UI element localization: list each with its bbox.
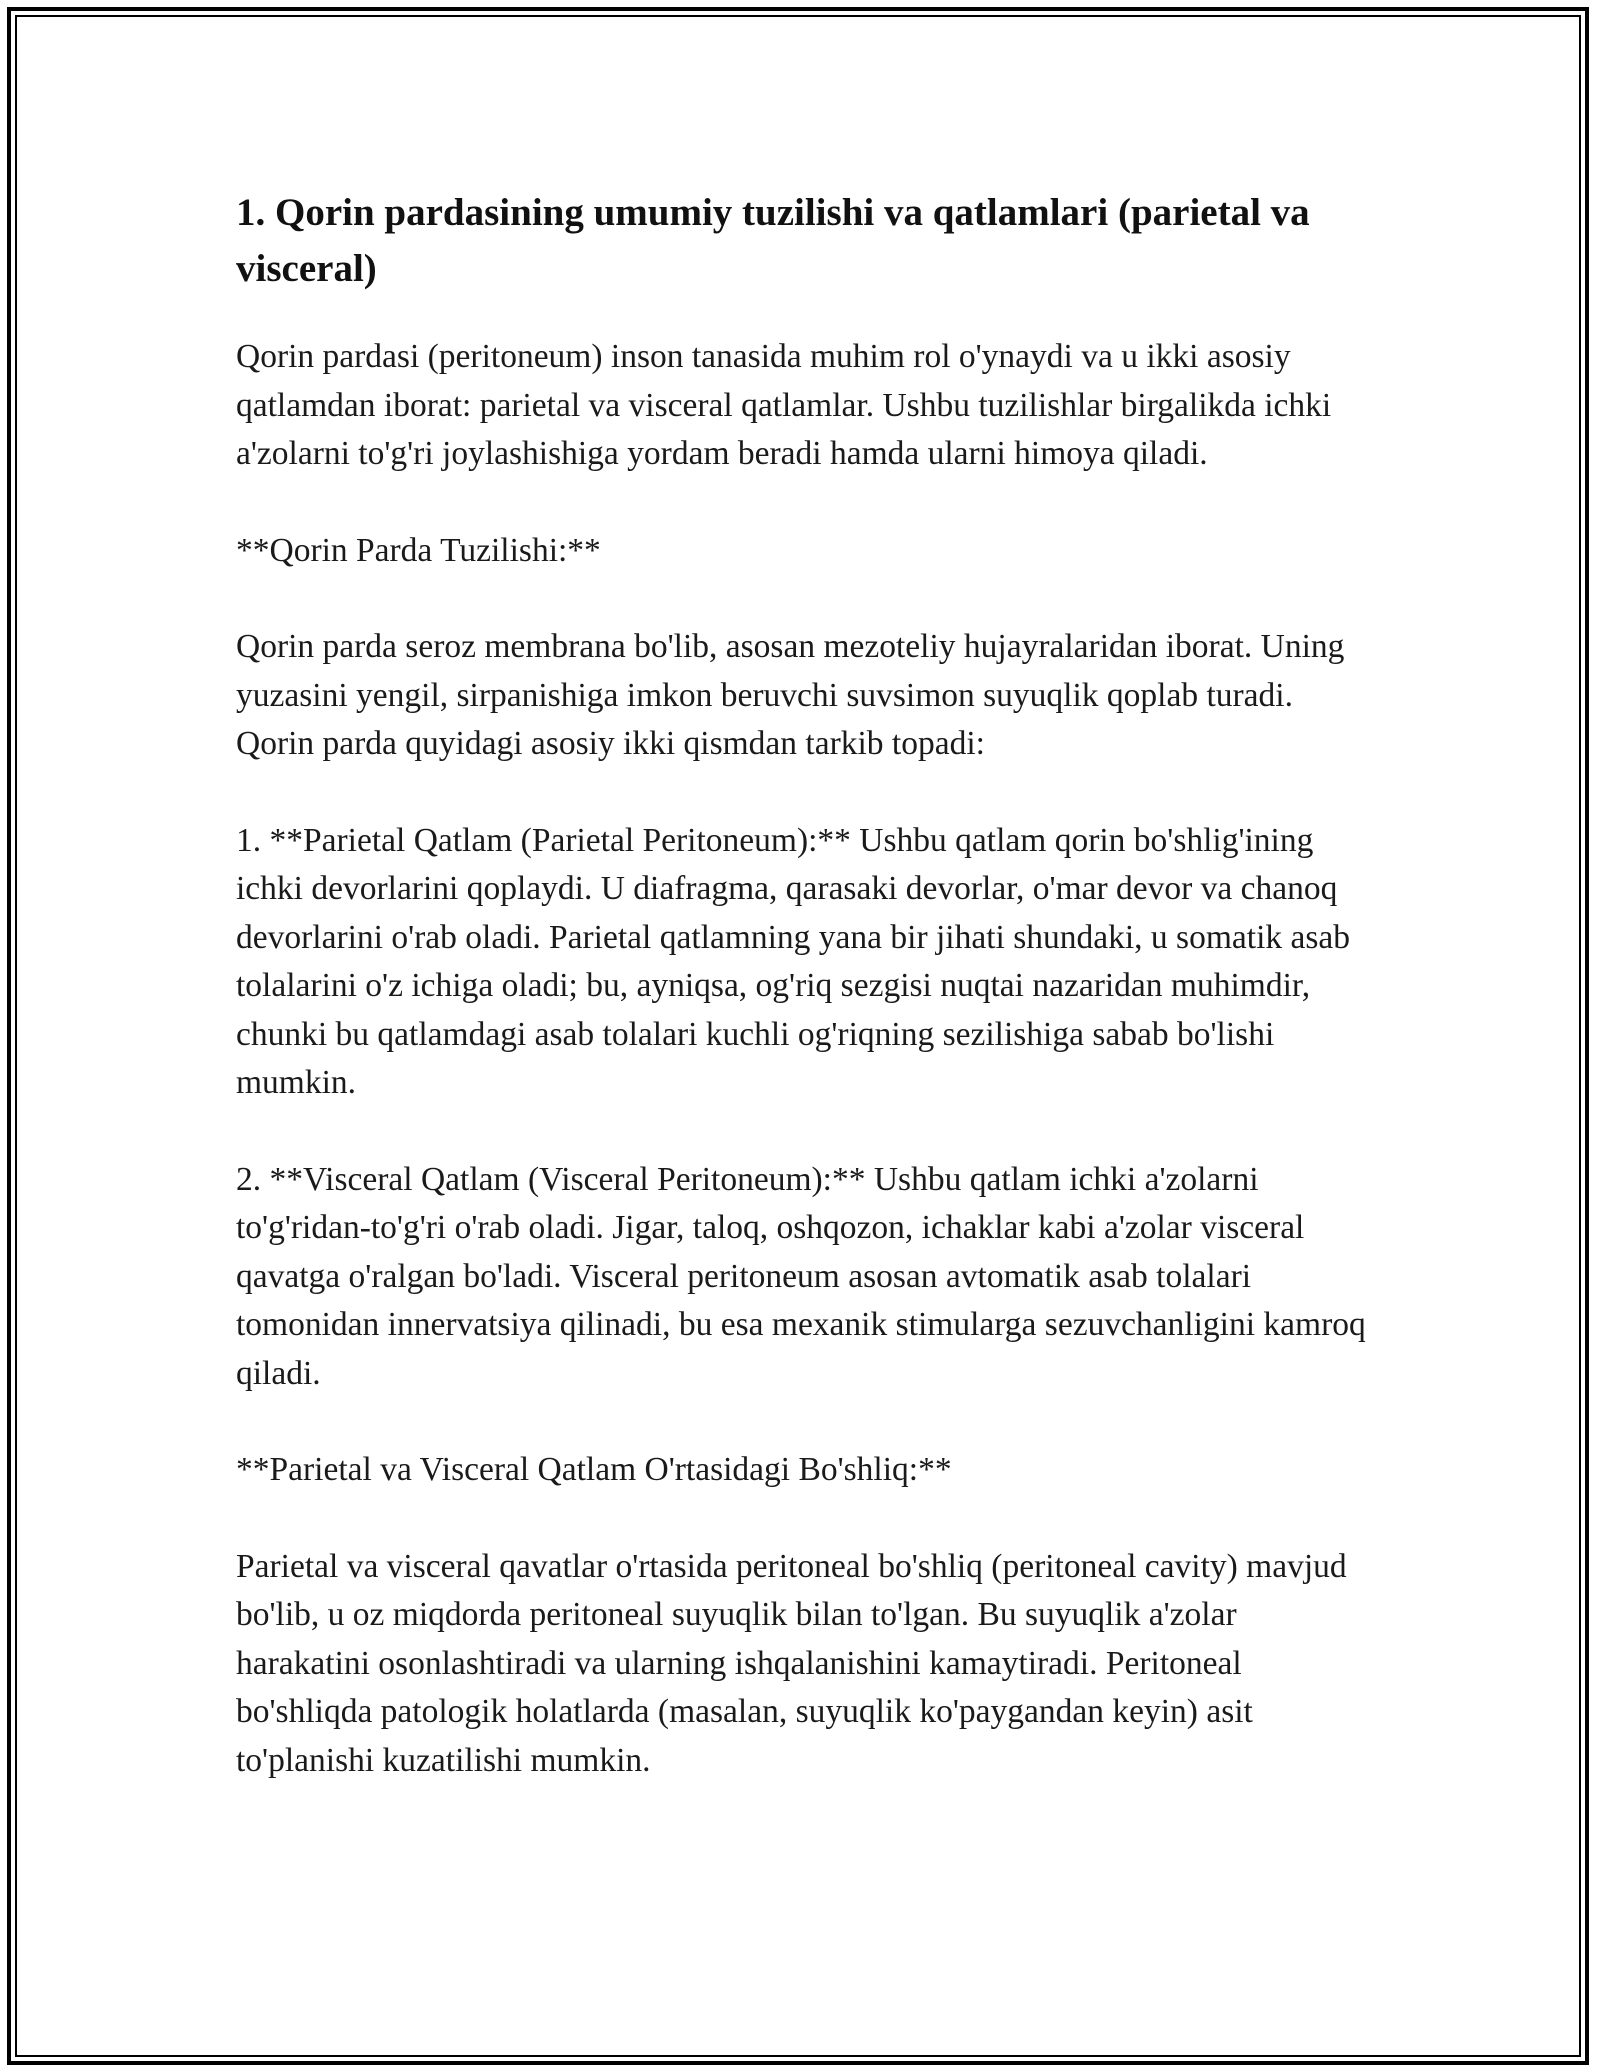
paragraph-cavity: Parietal va visceral qavatlar o'rtasida peritoneal bo'shliq (peritoneal cavity) mavjud bo'lib, u oz miqdorda peritoneal suyuqlik bilan to'lgan. Bu suyuqlik a'zolar harakatini osonlashtiradi va ularning ishqalanishini kamaytiradi. Peritoneal bo'shliqda patologik holatlarda (masalan, suyuqlik ko'paygandan keyin) asit to'planishi kuzatilishi mumkin. — [236, 1547, 1347, 1779]
subheading-cavity: **Parietal va Visceral Qatlam O'rtasidagi Bo'shliq:** — [236, 1451, 952, 1488]
document-title: 1. Qorin pardasining umumiy tuzilishi va qatlamlari (parietal va visceral) — [236, 191, 1310, 290]
subheading-structure: **Qorin Parda Tuzilishi:** — [236, 531, 601, 569]
paragraph-structure: Qorin parda seroz membrana bo'lib, asosan mezoteliy hujayralaridan iborat. Uning yuzasini yengil, sirpanishiga imkon beruvchi suvsimon suyuqlik qoplab turadi. Qorin parda quyidagi asosiy ikki qismdan tarkib topadi: — [236, 628, 1345, 762]
paragraph-intro: Qorin pardasi (peritoneum) inson tanasida muhim rol o'ynaydi va u ikki asosiy qatlamdan iborat: parietal va visceral qatlamlar. Ushbu tuzilishlar birgalikda ichki a'zolarni to'g'ri joylashishiga yordam beradi hamda ularni himoya qiladi. — [236, 338, 1332, 472]
list-item-visceral: 2. **Visceral Qatlam (Visceral Peritoneum):** Ushbu qatlam ichki a'zolarni to'g'ridan-to'g'ri o'rab oladi. Jigar, taloq, oshqozon, ichaklar kabi a'zolar visceral qavatga o'ralgan bo'ladi. Visceral peritoneum asosan avtomatik asab tolalari tomonidan innervatsiya qilinadi, bu esa mexanik stimularga sezuvchanligini kamroq qiladi. — [236, 1160, 1366, 1392]
document-body — [236, 185, 1376, 1833]
list-item-parietal: 1. **Parietal Qatlam (Parietal Peritoneum):** Ushbu qatlam qorin bo'shlig'ining ichki devorlarini qoplaydi. U diafragma, qarasaki devorlar, o'mar devor va chanoq devorlarini o'rab oladi. Parietal qatlamning yana bir jihati shundaki, u somatik asab tolalarini o'z ichiga oladi; bu, ayniqsa, og'riq sezgisi nuqtai nazaridan muhimdir, chunki bu qatlamdagi asab tolalari kuchli og'riqning sezilishiga sabab bo'lishi mumkin. — [236, 821, 1351, 1101]
